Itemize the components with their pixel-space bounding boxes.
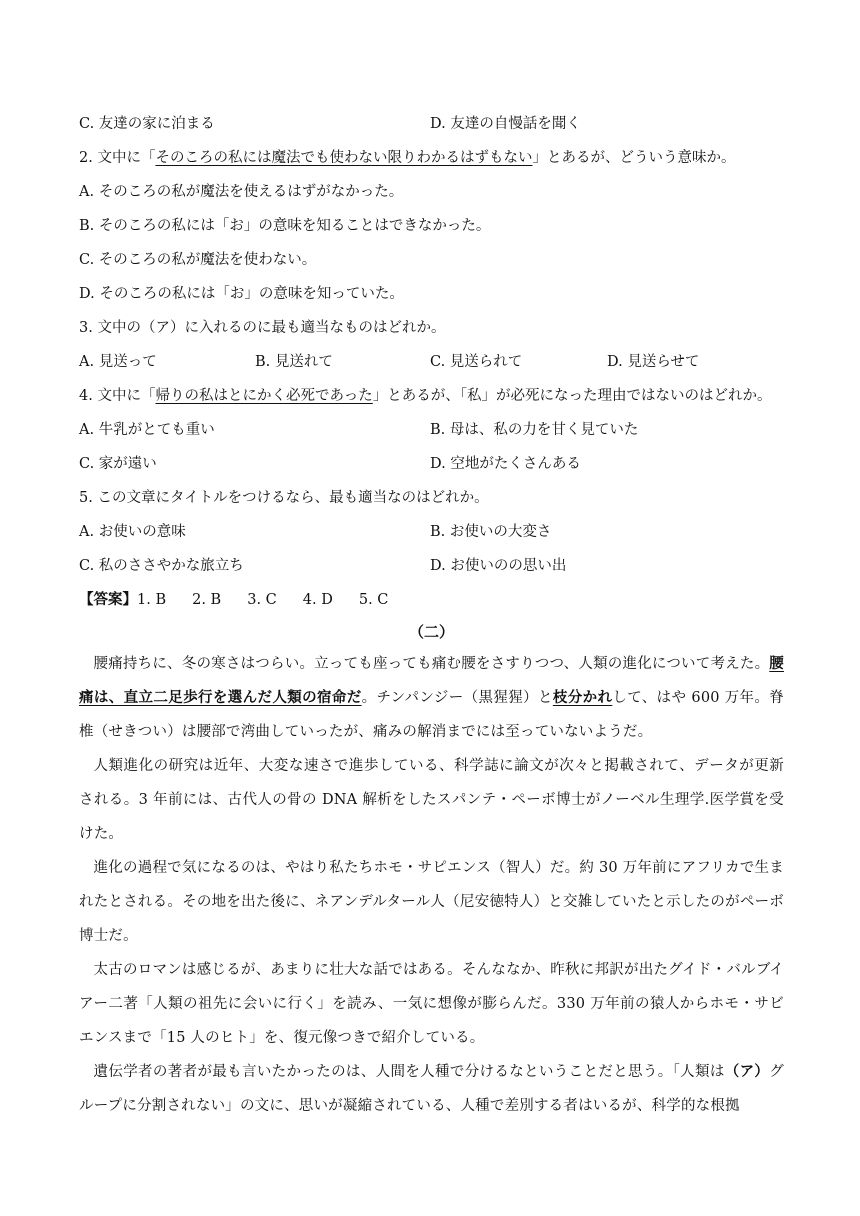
document-content: [79, 107, 784, 1123]
passage-p1-text: 腰痛持ちに、冬の寒さはつらい。立っても座っても痛む腰をさすりつつ、人類の進化について考えた。: [93, 656, 770, 672]
passage: [79, 647, 784, 1123]
q5-stem: 5. この文章にタイトルをつけるなら、最も適当なのはどれか。: [79, 490, 489, 506]
q4-quote: 帰りの私はとにかく必死であった: [155, 388, 373, 404]
passage-paragraph-1: [79, 647, 784, 749]
q2-suffix: 」とあるが、どういう意味か。: [532, 150, 736, 166]
passage-paragraph-2: 人類進化の研究は近年、大変な速さで進歩している、科学誌に論文が次々と掲載されて、データが更新される。3 年前には、古代人の骨の DNA 解析をしたスパンテ・ペーボ博士がノーベル生理学.医学賞を受けた。: [79, 758, 784, 842]
answer-item: 4. D: [302, 592, 333, 608]
q2-option-b: B. そのころの私には「お」の意味を知ることはできなかった。: [79, 218, 491, 234]
q4-option-b: B. 母は、私の力を甘く見ていた: [430, 422, 639, 438]
answer-item: 5. C: [358, 592, 389, 608]
q5-option-a: A. お使いの意味: [79, 524, 186, 540]
passage-p1-underlined: 腰痛は、直立二足歩行を選んだ人類の宿命だ: [79, 655, 784, 706]
answer-item: 1. B: [137, 592, 167, 608]
passage-p5-blank: （ア）: [724, 1063, 770, 1080]
q2-stem: [79, 141, 784, 175]
q5-options-ab: [79, 515, 784, 549]
q5-option-d: D. お使いのの思い出: [430, 558, 567, 574]
passage-paragraph-3: 進化の過程で気になるのは、やはり私たちホモ・サピエンス（智人）だ。約 30 万年前にアフリカで生まれたとされる。その地を出た後に、ネアンデルタール人（尼安徳特人）と交雑していたと示したのがペーボ博士だ。: [79, 860, 784, 944]
q2-quote: そのころの私には魔法でも使わない限りわかるはずもない: [155, 150, 533, 166]
q3-option-a: A. 見送って: [79, 354, 157, 370]
q4-stem: [79, 379, 784, 413]
section-heading: （二）: [408, 623, 454, 641]
q5-option-b: B. お使いの大変さ: [430, 524, 552, 540]
q1-options-cd: [79, 107, 784, 141]
passage-p1-text: 。チンパンジー（黒猩猩）と: [361, 690, 553, 706]
q3-options: [79, 345, 784, 379]
q3-option-b: B. 見送れて: [255, 354, 333, 370]
answer-item: 2. B: [192, 592, 222, 608]
q3-stem: 3. 文中の（ア）に入れるのに最も適当なものはどれか。: [79, 320, 446, 336]
q2-option-c: C. そのころの私が魔法を使わない。: [79, 252, 317, 268]
q4-options-ab: [79, 413, 784, 447]
q2-option-a: A. そのころの私が魔法を使えるはずがなかった。: [79, 184, 404, 200]
q4-option-d: D. 空地がたくさんある: [430, 456, 581, 472]
passage-p5-text: グループに分割されない」の文に、思いが凝縮されている、人種で差別する者はいるが、科学的な根拠: [79, 1064, 784, 1114]
answer-item: 3. C: [247, 592, 277, 608]
q4-option-a: A. 牛乳がとても重い: [79, 422, 215, 438]
q1-option-d: D. 友達の自慢話を聞く: [430, 116, 581, 132]
q4-option-c: C. 家が遠い: [79, 456, 157, 472]
q5-options-cd: [79, 549, 784, 583]
passage-p5-text: 遺伝学者の著者が最も言いたかったのは、人間を人種で分けるなということだと思う。「人類は: [93, 1064, 725, 1080]
passage-p1-text: して、はや 600 万年。: [612, 690, 770, 706]
q2-prefix: 2. 文中に「: [79, 150, 156, 166]
answer-label: 【答案】: [79, 591, 137, 608]
q1-option-c: C. 友達の家に泊まる: [79, 116, 215, 132]
answer-key: [79, 583, 784, 617]
passage-p1-underlined: 枝分かれ: [552, 689, 613, 706]
q3-option-c: C. 見送られて: [430, 354, 523, 370]
q4-prefix: 4. 文中に「: [79, 388, 156, 404]
passage-paragraph-4: 太古のロマンは感じるが、あまりに壮大な話ではある。そんななか、昨秋に邦訳が出たグイド・バルブイアー二著「人類の祖先に会いに行く」を読み、一気に想像が膨らんだ。330 万年前の猿人からホモ・サビエンスまで「15 人のヒト」を、復元像つきで紹介している。: [79, 962, 784, 1046]
q4-options-cd: [79, 447, 784, 481]
q4-suffix: 」とあるが、「私」が必死になった理由ではないのはどれか。: [372, 388, 772, 404]
q3-option-d: D. 見送らせて: [607, 354, 700, 370]
passage-paragraph-5: [79, 1055, 784, 1123]
q5-option-c: C. 私のささやかな旅立ち: [79, 558, 244, 574]
passage-p1-text: 脊椎（せきつい）は腰部で湾曲していったが、痛みの解消までには至っていないようだ。: [79, 690, 784, 740]
q2-option-d: D. そのころの私には「お」の意味を知っていた。: [79, 286, 404, 302]
